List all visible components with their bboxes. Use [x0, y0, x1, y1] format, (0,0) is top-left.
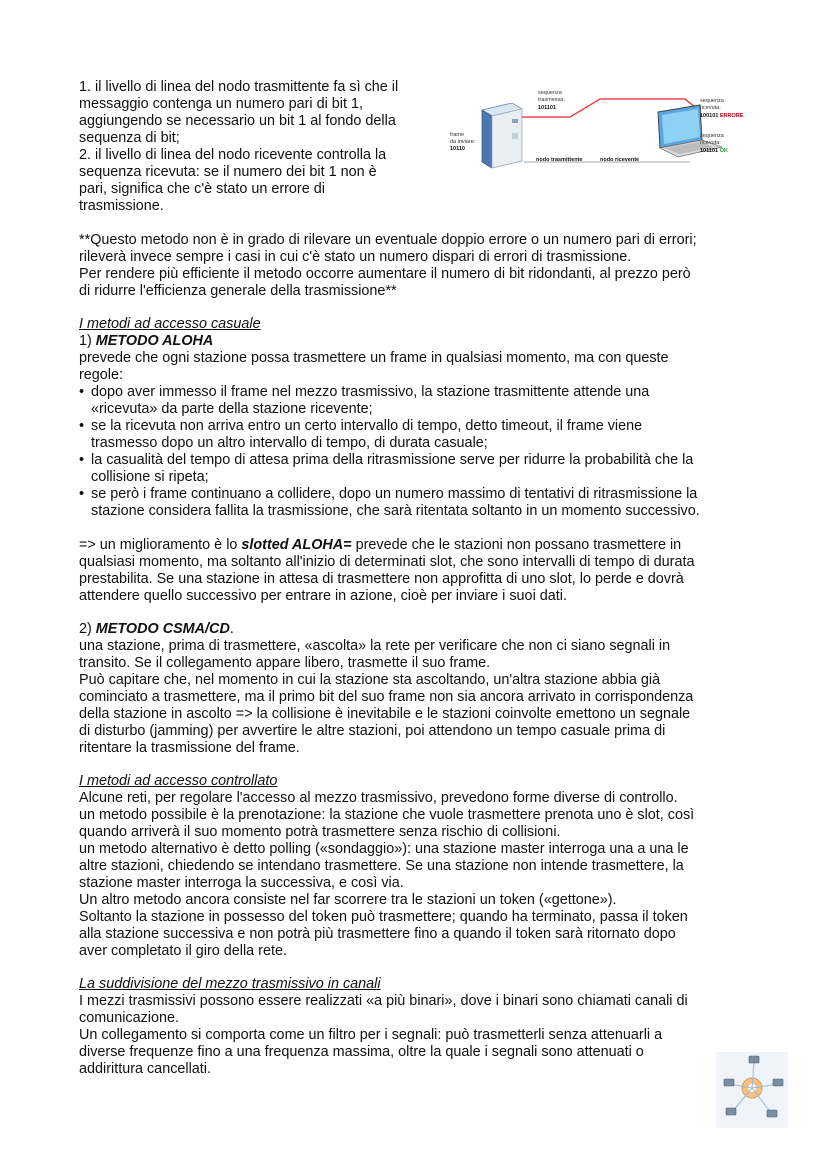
csma-line: della stazione in ascolto => la collisione è inevitabile e le stazioni coinvolte emettono un segnale — [79, 706, 691, 722]
slotted-prefix: => un miglioramento è lo — [79, 537, 242, 553]
seq-tx-label: sequenza — [538, 90, 562, 96]
slotted-line: prestabilita. Se una stazione in attesa di trasmettere non approfitta di uno slot, lo perde e dovrà — [79, 571, 684, 587]
bullet-marker: • — [79, 384, 85, 400]
intro-line: aggiungendo se necessario un bit 1 al fondo della — [79, 113, 396, 129]
controlled-line: stazione master interroga la successiva, e così via. — [79, 875, 404, 891]
network-logo-graphic — [716, 1052, 788, 1128]
controlled-line: altre stazioni, chiedendo se intendano trasmettere. Se una stazione non intende trasmettere, la — [79, 858, 684, 874]
seq-rx1-result — [700, 113, 743, 119]
csma-line: una stazione, prima di trasmettere, «ascolta» la rete per verificare che non ci siano segnali in — [79, 638, 671, 654]
csma-heading — [79, 621, 234, 638]
note-line: rileverà invece sempre i casi in cui c'è stato un numero dispari di errori di trasmissione. — [79, 249, 632, 265]
seq-tx-label: trasmessa: — [538, 97, 565, 103]
slotted-title: slotted ALOHA= — [241, 537, 352, 553]
bullet-text: collisione si ripeta; — [91, 469, 209, 485]
controlled-line: un metodo possibile è la prenotazione: la stazione che vuole trasmettere prenota uno è slot, così — [79, 807, 695, 823]
seq-rx1-label: sequenza — [700, 98, 724, 104]
slotted-line: qualsiasi momento, ma soltanto all'inizio di determinati slot, che sono intervalli di tempo di durata — [79, 554, 695, 570]
intro-line: messaggio contenga un numero pari di bit 1, — [79, 96, 363, 112]
node-rx-label: nodo ricevente — [600, 157, 640, 163]
channels-line: I mezzi trasmissivi possono essere realizzati «a più binari», dove i binari sono chiamati canali di — [79, 993, 688, 1009]
bullet-text: se la ricevuta non arriva entro un certo intervallo di tempo, detto timeout, il frame viene — [91, 418, 643, 434]
seq-rx1-label: ricevuta: — [700, 105, 721, 111]
seq-rx2-label: sequenza — [700, 133, 724, 139]
aloha-desc: regole: — [79, 367, 124, 383]
seq-rx2-status: OK — [719, 148, 728, 154]
seq-tx-value: 101101 — [538, 105, 557, 111]
intro-line: pari, significa che c'è stato un errore di — [79, 181, 325, 197]
csma-dot: . — [229, 621, 234, 637]
node-tx-label: nodo trasmittente — [536, 157, 583, 163]
bullet-text: stazione considera fallita la trasmissione, che sarà ritentata soltanto in un momento successivo. — [91, 503, 700, 519]
aloha-title: METODO ALOHA — [95, 333, 214, 349]
section-heading: La suddivisione del mezzo trasmissivo in canali — [79, 976, 381, 992]
channels-line: addirittura cancellati. — [79, 1061, 211, 1077]
intro-line: trasmissione. — [79, 198, 164, 214]
channels-line: diverse frequenze fino a una frequenza massima, oltre la quale i segnali sono attenuati o — [79, 1044, 644, 1060]
bullet-marker: • — [79, 486, 85, 502]
note-line: Per rendere più efficiente il metodo occorre aumentare il numero di bit ridondanti, al prezzo però — [79, 266, 691, 282]
slotted-line: attendere quello successivo per entrare in azione, cioè per inviare i suoi dati. — [79, 588, 567, 604]
slotted-line — [79, 537, 681, 554]
section-heading: I metodi ad accesso casuale — [79, 316, 261, 332]
csma-number: 2) — [79, 621, 96, 637]
intro-line: 2. il livello di linea del nodo ricevente controlla la — [79, 147, 387, 163]
csma-title: METODO CSMA/CD — [95, 621, 230, 637]
frame-value: 10110 — [450, 146, 465, 152]
channels-line: Un collegamento si comporta come un filtro per i segnali: può trasmetterli senza attenuarli a — [79, 1027, 663, 1043]
csma-line: di disturbo (jamming) per avvertire le altre stazioni, poi attendono un tempo casuale prima di — [79, 723, 666, 739]
controlled-line: Soltanto la stazione in possesso del token può trasmettere; quando ha terminato, passa il token — [79, 909, 688, 925]
controlled-line: Alcune reti, per regolare l'accesso al mezzo trasmissivo, prevedono forme diverse di controllo. — [79, 790, 678, 806]
aloha-desc: prevede che ogni stazione possa trasmettere un frame in qualsiasi momento, ma con queste — [79, 350, 669, 366]
frame-label: da inviare: — [450, 139, 476, 145]
bullet-text: dopo aver immesso il frame nel mezzo trasmissivo, la stazione trasmittente attende una — [91, 384, 650, 400]
bullet-marker: • — [79, 418, 85, 434]
computer-tower-icon — [482, 103, 522, 168]
bullet-text: la casualità del tempo di attesa prima della ritrasmissione serve per ridurre la probabilità che la — [91, 452, 694, 468]
csma-line: Può capitare che, nel momento in cui la stazione sta ascoltando, un'altra stazione abbia già — [79, 672, 661, 688]
aloha-heading — [79, 333, 213, 350]
seq-rx1-status: ERRORE — [719, 113, 744, 119]
controlled-line: aver completato il giro della rete. — [79, 943, 287, 959]
frame-label: frame — [450, 132, 465, 138]
intro-line: sequenza ricevuta: se il numero dei bit 1 non è — [79, 164, 377, 180]
csma-line: transito. Se il collegamento appare libero, trasmette il suo frame. — [79, 655, 491, 671]
parity-diagram — [450, 85, 760, 175]
controlled-line: Un altro metodo ancora consiste nel far scorrere tra le stazioni un token («gettone»). — [79, 892, 617, 908]
seq-rx1-value: 100101 — [700, 113, 719, 119]
bullet-text: «ricevuta» da parte della stazione ricevente; — [91, 401, 373, 417]
bullet-text: trasmesso dopo un altro intervallo di tempo, di durata casuale; — [91, 435, 488, 451]
controlled-line: un metodo alternativo è detto polling («sondaggio»): una stazione master interroga una a una le — [79, 841, 689, 857]
slotted-rest: prevede che le stazioni non possano trasmettere in — [351, 537, 682, 553]
channels-line: comunicazione. — [79, 1010, 179, 1026]
bullet-text: se però i frame continuano a collidere, dopo un numero massimo di tentativi di ritrasmissione la — [91, 486, 698, 502]
csma-line: ritentare la trasmissione del frame. — [79, 740, 300, 756]
csma-line: cominciato a trasmettere, ma il primo bit del suo frame non sia ancora arrivato in corrispondenza — [79, 689, 694, 705]
seq-rx2-label: ricevuta: — [700, 140, 721, 146]
seq-rx2-value: 101101 — [700, 148, 719, 154]
note-line: di ridurre l'efficienza generale della trasmissione** — [79, 283, 397, 299]
controlled-line: alla stazione successiva e non potrà più trasmettere fino a quando il token sarà ritornato dopo — [79, 926, 676, 942]
network-icon — [716, 1052, 788, 1128]
note-line: **Questo metodo non è in grado di rilevare un eventuale doppio errore o un numero pari di errori; — [79, 232, 697, 248]
intro-line: 1. il livello di linea del nodo trasmittente fa sì che il — [79, 79, 399, 95]
aloha-number: 1) — [79, 333, 96, 349]
intro-line: sequenza di bit; — [79, 130, 180, 146]
controlled-line: quando arriverà il suo momento potrà trasmettere senza rischio di collisioni. — [79, 824, 561, 840]
seq-rx2-result — [700, 148, 728, 154]
section-heading: I metodi ad accesso controllato — [79, 773, 278, 789]
bullet-marker: • — [79, 452, 85, 468]
